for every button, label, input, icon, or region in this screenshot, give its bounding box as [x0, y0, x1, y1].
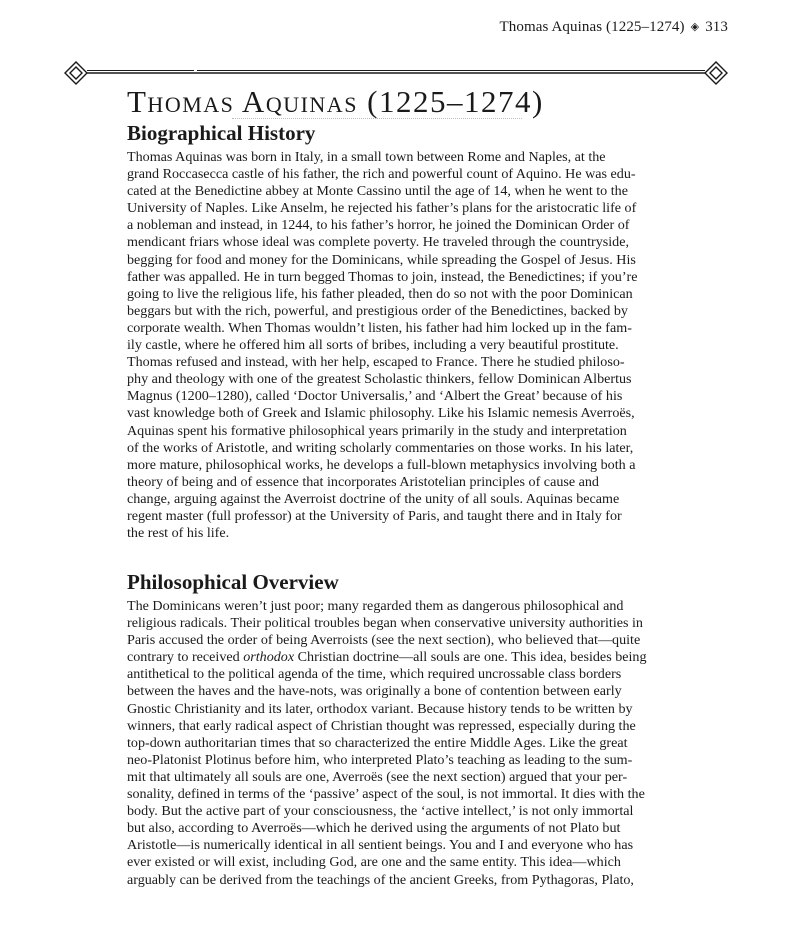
- section-body-philosophical-overview: [127, 598, 667, 889]
- text-line: corporate wealth. When Thomas wouldn’t listen, his father had him locked up in the fam-: [127, 319, 632, 336]
- text-line: more mature, philosophical works, he develops a full-blown metaphysics involving both a: [127, 456, 636, 473]
- chapter-title: Thomas Aquinas (1225–1274): [127, 84, 544, 119]
- italic-term: orthodox: [243, 649, 295, 666]
- text-line: theory of being and of essence that incorporates Aristotelian principles of cause and: [127, 473, 599, 490]
- text-line: cated at the Benedictine abbey at Monte Cassino until the age of 14, when he went to the: [127, 183, 628, 200]
- section-heading-philosophical-overview: Philosophical Overview: [127, 570, 339, 594]
- text-line: of the works of Aristotle, and writing scholarly commentaries on those works. In his later,: [127, 439, 634, 456]
- text-line: father was appalled. He in turn begged Thomas to join, instead, the Benedictines; if you’re: [127, 268, 638, 285]
- text-line: but also, according to Averroës—which he derived using the arguments of not Plato but: [127, 820, 621, 837]
- text-line: change, arguing against the Averroist doctrine of the unity of all souls. Aquinas became: [127, 490, 620, 507]
- text-line: beggars but with the rich, powerful, and prestigious order of the Benedictines, backed by: [127, 302, 628, 319]
- text-line: Magnus (1200–1280), called ‘Doctor Universalis,’ and ‘Albert the Great’ because of his: [127, 388, 623, 405]
- text-line: vast knowledge both of Greek and Islamic philosophy. Like his Islamic nemesis Averroës,: [127, 405, 635, 422]
- text-line: mit that ultimately all souls are one, Averroës (see the next section) argued that your per-: [127, 768, 628, 785]
- text-line: the rest of his life.: [127, 525, 230, 542]
- section-body-biographical-history: [127, 149, 667, 542]
- text-line: Thomas refused and instead, with her help, escaped to France. There he studied philoso-: [127, 354, 625, 371]
- text-line: Aquinas spent his formative philosophical years primarily in the study and interpretation: [127, 422, 627, 439]
- text-line: arguably can be derived from the teachings of the ancient Greeks, from Pythagoras, Plato,: [127, 871, 634, 888]
- text-line: ily castle, where he offered him all sorts of bribes, including a very beautiful prostitute.: [127, 337, 619, 354]
- text-line: neo-Platonist Plotinus before him, who interpreted Plato’s teaching as leading to the sum-: [127, 751, 633, 768]
- running-head-bullet-icon: ◈: [690, 21, 700, 33]
- text-line: The Dominicans weren’t just poor; many regarded them as dangerous philosophical and: [127, 598, 624, 614]
- text-line: regent master (full professor) at the University of Paris, and taught there and in Italy for: [127, 507, 622, 524]
- text-line: begging for food and money for the Dominicans, while spreading the Gospel of Jesus. His: [127, 251, 636, 268]
- text-line: contrary to received orthodox Christian doctrine—all souls are one. This idea, besides being: [127, 649, 647, 666]
- text-line: Paris accused the order of being Averroists (see the next section), who believed that—quite: [127, 632, 641, 649]
- running-head-title: Thomas Aquinas (1225–1274): [499, 19, 685, 35]
- text-line: ever existed or will exist, including God, are one and the same entity. This idea—which: [127, 854, 621, 871]
- text-line: sonality, defined in terms of the ‘passive’ aspect of the soul, is not immortal. It dies with the: [127, 786, 645, 803]
- text-line: body. But the active part of your consciousness, the ‘active intellect,’ is not only immortal: [127, 803, 634, 820]
- text-line: Thomas Aquinas was born in Italy, in a small town between Rome and Naples, at the: [127, 149, 606, 165]
- running-head: [500, 19, 728, 36]
- section-heading-biographical-history: Biographical History: [127, 121, 316, 145]
- text-line: a nobleman and instead, in 1244, to his father’s horror, he joined the Dominican Order of: [127, 217, 630, 234]
- text-line: between the haves and the have-nots, was originally a bone of contention between early: [127, 683, 622, 700]
- chapter-title-underline: [232, 118, 522, 119]
- text-line: religious radicals. Their political troubles began when conservative university authorities in: [127, 615, 643, 632]
- text-line: Gnostic Christianity and its later, orthodox variant. Because history tends to be written by: [127, 700, 633, 717]
- text-line: grand Roccasecca castle of his father, the rich and powerful count of Aquino. He was edu-: [127, 166, 636, 183]
- text-line: winners, that early radical aspect of Christian thought was repressed, especially during the: [127, 717, 636, 734]
- text-line: phy and theology with one of the greatest Scholastic thinkers, fellow Dominican Albertus: [127, 371, 632, 388]
- text-line: antithetical to the political agenda of the time, which required uncrossable class borders: [127, 666, 622, 683]
- text-line: University of Naples. Like Anselm, he rejected his father’s plans for the aristocratic life of: [127, 200, 637, 217]
- text-line: mendicant friars whose ideal was complete poverty. He traveled through the countryside,: [127, 234, 629, 251]
- page-number: 313: [705, 19, 728, 35]
- text-line: going to live the religious life, his father pleaded, then do so not with the poor Dominican: [127, 285, 633, 302]
- text-line: top-down authoritarian times that so characterized the entire Middle Ages. Like the great: [127, 734, 628, 751]
- text-line: Aristotle—is numerically identical in all sentient beings. You and I and everyone who has: [127, 837, 634, 854]
